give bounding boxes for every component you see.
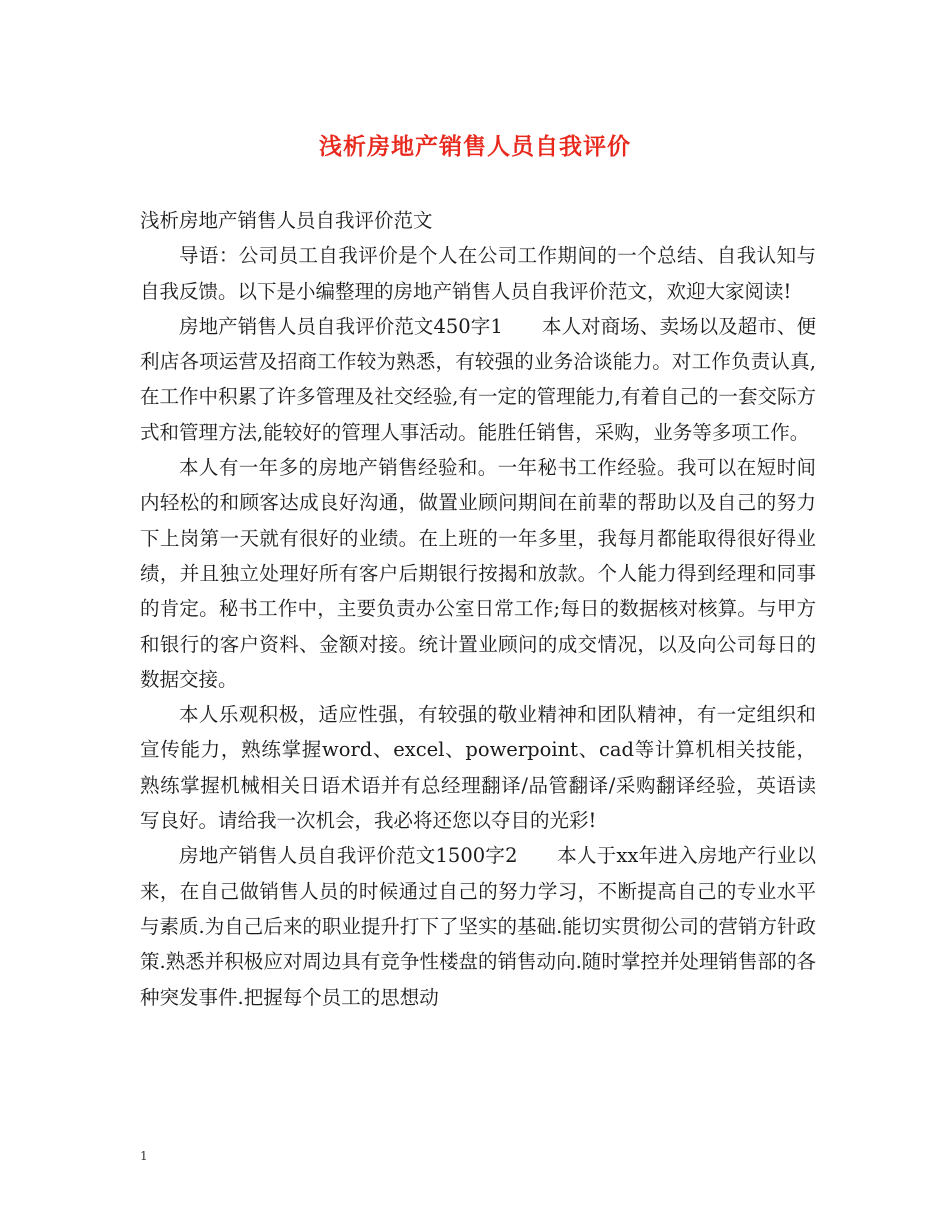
paragraph-skills: 本人乐观积极，适应性强，有较强的敬业精神和团队精神，有一定组织和宣传能力，熟练掌握word、excel、powerpoint、cad等计算机相关技能，熟练掌握机械相关日语术语并有总经理翻译/品管翻译/采购翻译经验，英语读写良好。请给我一次机会，我必将还您以夺目的光彩! [140,703,816,833]
page-number: 1 [140,1149,148,1163]
paragraph-subtitle: 浅析房地产销售人员自我评价范文 [140,209,433,232]
document-title: 浅析房地产销售人员自我评价 [319,134,631,160]
paragraph-experience: 本人有一年多的房地产销售经验和。一年秘书工作经验。我可以在短时间内轻松的和顾客达成良好沟通，做置业顾问期间在前辈的帮助以及自己的努力下上岗第一天就有很好的业绩。在上班的一年多里，我每月都能取得很好得业绩，并且独立处理好所有客户后期银行按揭和放款。个人能力得到经理和同事的肯定。秘书工作中，主要负责办公室日常工作;每日的数据核对核算。与甲方和银行的客户资料、金额对接。统计置业顾问的成交情况，以及向公司每日的数据交接。 [140,456,816,691]
paragraph-sample-1: 房地产销售人员自我评价范文450字1 本人对商场、卖场以及超市、便利店各项运营及招商工作较为熟悉，有较强的业务洽谈能力。对工作负责认真,在工作中积累了许多管理及社交经验,有一定的管理能力,有着自己的一套交际方式和管理方法,能较好的管理人事活动。能胜任销售，采购，业务等多项工作。 [140,314,816,444]
paragraph-intro: 导语：公司员工自我评价是个人在公司工作期间的一个总结、自我认知与自我反馈。以下是小编整理的房地产销售人员自我评价范文，欢迎大家阅读! [140,244,816,303]
paragraph-sample-2: 房地产销售人员自我评价范文1500字2 本人于xx年进入房地产行业以来，在自己做销售人员的时候通过自己的努力学习，不断提高自己的专业水平与素质.为自己后来的职业提升打下了坚实的基础.能切实贯彻公司的营销方针政策.熟悉并积极应对周边具有竞争性楼盘的销售动向.随时掌控并处理销售部的各种突发事件.把握每个员工的思想动 [140,844,816,1009]
document-body [140,203,816,1015]
